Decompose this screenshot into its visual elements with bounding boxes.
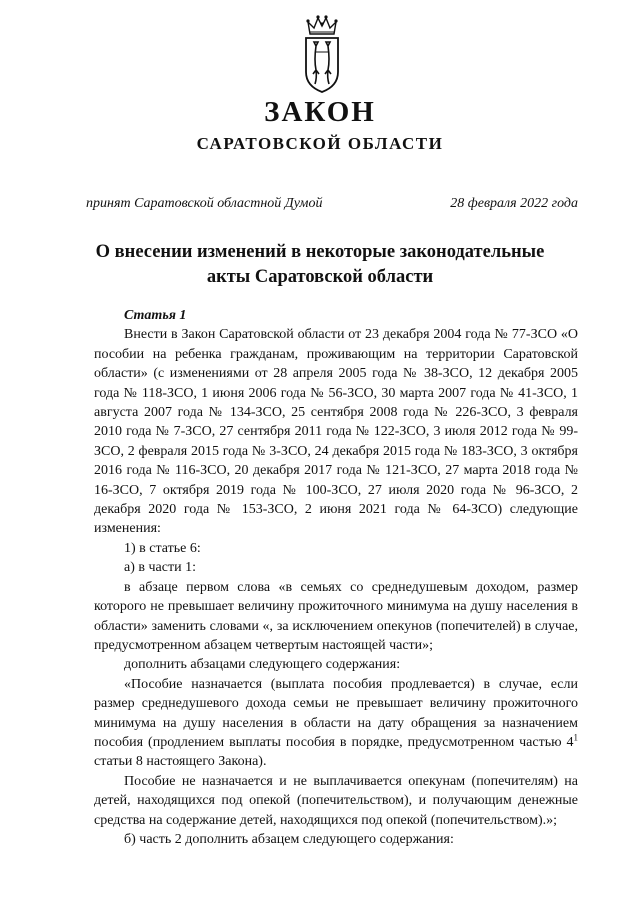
article-heading: Статья 1 — [124, 308, 187, 323]
superscript: 1 — [573, 732, 578, 743]
adoption-line — [86, 196, 578, 212]
quote-text: «Пособие назначается (выплата пособия продлевается) в случае, если размер среднедушевого дохода семьи не превышает величину прожиточного минимума на душу населения в области на дату обращения за назначением пособия (продлением выплаты пособия в порядке, предусмотренном частью 4 — [94, 676, 578, 750]
document-body — [94, 306, 578, 849]
adoption-date: 28 февраля 2022 года — [450, 196, 578, 211]
paragraph: б) часть 2 дополнить абзацем следующего содержания: — [124, 831, 454, 847]
adopted-by: принят Саратовской областной Думой — [86, 196, 323, 211]
document-title-line-2: акты Саратовской области — [206, 267, 434, 287]
paragraph: Внести в Закон Саратовской области от 23 декабря 2004 года № 77-ЗСО «О пособии на ребенка гражданам, проживающим на территории Саратовской области» (с изменениями от 28 апреля 2005 года № 38-ЗСО, 12 декабря 2005 года № 118-ЗСО, 1 июня 2006 года № 56-ЗСО, 30 марта 2007 года № 41-ЗСО, 1 августа 2007 года № 134-ЗСО, 25 сентября 2008 года № 226-ЗСО, 3 февраля 2010 года № 7-ЗСО, 27 сентября 2011 года № 122-ЗСО, 3 июля 2012 года № 99-ЗСО, 2 февраля 2015 года № 3-ЗСО, 24 декабря 2015 года № 183-ЗСО, 3 октября 2016 года № 116-ЗСО, 20 декабря 2017 года № 121-ЗСО, 27 марта 2018 года № 16-ЗСО, 7 октября 2019 года № 100-ЗСО, 27 июля 2020 года № 96-ЗСО, 2 декабря 2020 года № 153-ЗСО, 2 июня 2021 года № 64-ЗСО) следующие изменения: — [94, 327, 578, 537]
document-title — [80, 240, 560, 290]
coat-of-arms-icon — [302, 12, 342, 94]
quoted-paragraph — [94, 675, 578, 772]
law-title: ЗАКОН — [264, 96, 376, 128]
paragraph: Пособие не назначается и не выплачивается опекунам (попечителям) на детей, находящихся под опекой (попечительством), и получающим денежные средства на содержание детей, находящихся под опекой (попечительством).»; — [94, 773, 578, 828]
paragraph: в абзаце первом слова «в семьях со среднедушевым доходом, размер которого не превышает величину прожиточного минимума на душу населения в области» заменить словами «, за исключением опекунов (попечителей) в случае, предусмотренном абзацем четвертым настоящей части»; — [94, 579, 578, 653]
paragraph: дополнить абзацами следующего содержания: — [124, 657, 401, 673]
paragraph: а) в части 1: — [124, 560, 196, 576]
paragraph: 1) в статье 6: — [124, 540, 201, 556]
law-subtitle: САРАТОВСКОЙ ОБЛАСТИ — [196, 134, 444, 153]
quote-text-end: статьи 8 настоящего Закона). — [94, 754, 267, 770]
document-title-line-1: О внесении изменений в некоторые законодательные — [95, 242, 545, 262]
